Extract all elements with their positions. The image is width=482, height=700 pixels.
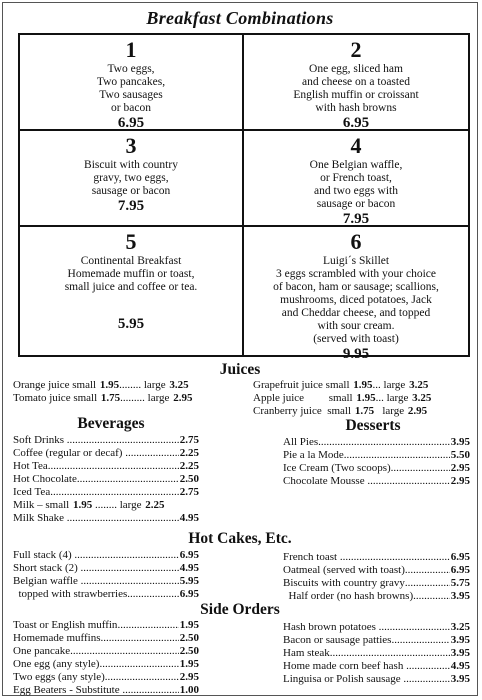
combo-number: 5 <box>125 229 137 254</box>
item-price: 6.95 <box>179 549 199 561</box>
menu-item <box>283 564 470 577</box>
beverages-heading: Beverages <box>77 415 145 432</box>
item-price: 1.00 <box>179 684 199 696</box>
item-price: 2.50 <box>179 473 199 485</box>
leader-dots <box>99 658 178 671</box>
combo-number: 1 <box>125 37 137 62</box>
item-price: 2.50 <box>179 632 199 644</box>
menu-page <box>2 2 478 696</box>
menu-item <box>283 647 470 660</box>
menu-item <box>13 684 199 697</box>
item-price: 2.75 <box>179 486 199 498</box>
item-price: 2.25 <box>179 460 199 472</box>
leader-dots <box>81 575 179 588</box>
menu-item <box>13 512 199 525</box>
combo-price: 6.95 <box>117 115 145 131</box>
item-name: Oatmeal (served with toast) <box>283 564 405 576</box>
item-price: 4.95 <box>179 562 199 574</box>
menu-item <box>13 447 199 460</box>
leader-dots <box>391 634 449 647</box>
combo-6 <box>244 227 468 362</box>
item-price: 5.50 <box>450 449 470 461</box>
item-name: Belgian waffle <box>13 575 81 587</box>
item-name: Full stack (4) <box>13 549 75 561</box>
item-name: Two eggs (any style) <box>13 671 105 683</box>
item-name: All Pies <box>283 436 319 448</box>
leader-dots <box>122 684 178 697</box>
menu-item <box>283 660 470 673</box>
combo-3 <box>20 131 244 227</box>
item-price: 2.50 <box>179 645 199 657</box>
item-name: French toast <box>283 551 340 563</box>
item-price: 6.95 <box>179 588 199 600</box>
menu-item <box>13 486 199 499</box>
juice-large-price: 2.95 <box>173 392 193 404</box>
item-name: Half order (no hash browns) <box>283 590 414 602</box>
combo-description: Two eggs, Two pancakes, Two sausages or bacon <box>96 63 166 114</box>
item-price: 3.95 <box>450 590 470 602</box>
leader-dots <box>403 673 449 686</box>
item-price: 2.25 <box>145 499 165 511</box>
item-name: Short stack (2) <box>13 562 81 574</box>
combo-number: 4 <box>350 133 362 158</box>
juice-small-price: 1.95 <box>99 379 120 391</box>
leader-dots <box>70 645 179 658</box>
item-name: Hot Chocolate <box>13 473 77 485</box>
menu-item <box>13 434 199 447</box>
combo-description: Luigi´s Skillet 3 eggs scrambled with your choice of bacon, ham or sausage; scallions, mushrooms, diced potatoes, Jack and Cheddar cheese, and topped with sour cream. (served with toast) <box>273 255 439 345</box>
combo-price: 9.95 <box>342 346 370 362</box>
item-name: Toast or English muffin <box>13 619 118 631</box>
hot-cakes-heading: Hot Cakes, Etc. <box>188 530 292 547</box>
item-price: 3.95 <box>450 436 470 448</box>
menu-item <box>13 658 199 671</box>
menu-item <box>283 621 470 634</box>
item-price: 2.95 <box>450 462 470 474</box>
juice-small-price: 1.95 <box>353 379 373 391</box>
item-price: 1.95 <box>179 658 199 670</box>
item-name: One pancake <box>13 645 71 657</box>
item-price: 2.95 <box>179 671 199 683</box>
juice-large-price: 3.25 <box>409 379 429 391</box>
item-price: 2.75 <box>179 434 199 446</box>
juice-small-price: 1.75 <box>354 405 375 417</box>
juice-mid: large <box>374 405 407 417</box>
item-name: Ham steak <box>283 647 330 659</box>
menu-item <box>283 462 470 475</box>
item-price: 6.95 <box>450 564 470 576</box>
desserts-heading: Desserts <box>345 417 401 434</box>
breakfast-combinations-grid <box>18 33 470 362</box>
menu-item <box>13 562 199 575</box>
juice-name: Tomato juice small <box>13 392 100 404</box>
leader-dots <box>67 512 179 525</box>
item-price: 5.95 <box>179 575 199 587</box>
juice-row <box>253 379 473 392</box>
juice-large-price: 3.25 <box>412 392 432 404</box>
item-price: 1.95 <box>179 619 199 631</box>
item-price: 3.95 <box>450 673 470 685</box>
leader-dots <box>318 436 450 449</box>
menu-item <box>13 588 199 601</box>
juice-small-price: 1.75 <box>100 392 121 404</box>
leader-dots <box>125 447 179 460</box>
item-price: 4.95 <box>450 660 470 672</box>
combo-number: 3 <box>125 133 137 158</box>
menu-item <box>13 549 199 562</box>
juice-row <box>13 392 233 405</box>
item-name: Home made corn beef hash <box>283 660 407 672</box>
menu-item <box>283 577 470 590</box>
leader-dots <box>105 671 179 684</box>
menu-item <box>13 499 199 512</box>
juice-name: Apple juice small <box>253 392 356 404</box>
item-name: Bacon or sausage patties <box>283 634 392 646</box>
combo-price: 7.95 <box>342 211 370 227</box>
combo-price: 5.95 <box>117 316 145 332</box>
leader-dots <box>100 632 178 645</box>
leader-dots <box>344 449 450 462</box>
menu-item <box>283 449 470 462</box>
leader-dots <box>405 564 450 577</box>
leader-dots <box>127 588 179 601</box>
leader-dots <box>406 660 450 673</box>
item-name: Homemade muffins <box>13 632 101 644</box>
menu-item <box>13 619 199 632</box>
juice-large-price: 2.95 <box>407 405 428 417</box>
juice-mid: ......... large <box>120 392 173 404</box>
combo-number: 6 <box>350 229 362 254</box>
side-orders-heading: Side Orders <box>200 601 280 618</box>
leader-dots <box>340 551 450 564</box>
item-name: Chocolate Mousse <box>283 475 368 487</box>
leader-dots <box>74 549 178 562</box>
leader-dots <box>67 434 179 447</box>
menu-item <box>13 645 199 658</box>
juices-heading: Juices <box>219 361 261 378</box>
leader-dots <box>50 486 179 499</box>
menu-item <box>13 671 199 684</box>
item-mid: ........ large <box>92 499 145 511</box>
leader-dots <box>117 619 178 632</box>
menu-item <box>13 575 199 588</box>
item-name: Egg Beaters - Substitute <box>13 684 123 696</box>
combo-description: Continental Breakfast Homemade muffin or toast, small juice and coffee or tea. <box>64 255 198 293</box>
combo-1 <box>20 35 244 131</box>
leader-dots <box>77 473 179 486</box>
item-price: 3.95 <box>450 634 470 646</box>
item-price: 2.95 <box>450 475 470 487</box>
menu-item <box>283 634 470 647</box>
combo-price: 7.95 <box>117 198 145 214</box>
juice-small-price: 1.95 <box>356 392 376 404</box>
item-name: Milk Shake <box>13 512 67 524</box>
menu-item <box>283 475 470 488</box>
leader-dots <box>48 460 179 473</box>
combo-price: 6.95 <box>342 115 370 131</box>
leader-dots <box>330 647 450 660</box>
item-name: Milk – small <box>13 499 72 511</box>
combo-description: One Belgian waffle, or French toast, and two eggs with sausage or bacon <box>309 159 403 210</box>
juice-mid: ........ large <box>119 379 169 391</box>
menu-item <box>13 460 199 473</box>
combo-description: Biscuit with country gravy, two eggs, sausage or bacon <box>84 159 178 197</box>
item-name: Coffee (regular or decaf) <box>13 447 126 459</box>
item-name: Hash brown potatoes <box>283 621 379 633</box>
leader-dots <box>81 562 179 575</box>
juice-mid: ... large <box>372 379 409 391</box>
leader-dots <box>391 462 450 475</box>
juice-large-price: 3.25 <box>169 379 189 391</box>
item-name: Biscuits with country gravy <box>283 577 405 589</box>
juice-row <box>253 392 473 405</box>
item-name: Pie a la Mode <box>283 449 344 461</box>
juice-name: Orange juice small <box>13 379 99 391</box>
item-price: 4.95 <box>179 512 199 524</box>
item-name: Soft Drinks <box>13 434 67 446</box>
menu-item <box>283 436 470 449</box>
leader-dots <box>405 577 450 590</box>
juice-row <box>13 379 233 392</box>
combo-number: 2 <box>350 37 362 62</box>
combo-4 <box>244 131 468 227</box>
juice-name: Cranberry juice small <box>253 405 354 417</box>
menu-item <box>283 673 470 686</box>
item-name: Iced Tea <box>13 486 51 498</box>
item-name: One egg (any style) <box>13 658 100 670</box>
menu-item <box>13 473 199 486</box>
combo-5 <box>20 227 244 355</box>
combo-2 <box>244 35 468 131</box>
item-price: 6.95 <box>450 551 470 563</box>
item-price: 3.25 <box>450 621 470 633</box>
leader-dots <box>367 475 449 488</box>
item-name: Ice Cream (Two scoops) <box>283 462 391 474</box>
menu-item <box>13 632 199 645</box>
juice-mid: ... large <box>375 392 412 404</box>
combo-description: One egg, sliced ham and cheese on a toasted English muffin or croissant with hash browns <box>293 63 419 114</box>
item-name: Hot Tea <box>13 460 48 472</box>
item-price: 5.75 <box>450 577 470 589</box>
menu-item <box>283 551 470 564</box>
item-small-price: 1.95 <box>72 499 93 511</box>
leader-dots <box>379 621 450 634</box>
page-title: Breakfast Combinations <box>146 8 334 28</box>
item-name: Linguisa or Polish sausage <box>283 673 404 685</box>
juice-name: Grapefruit juice small <box>253 379 353 391</box>
item-price: 2.25 <box>179 447 199 459</box>
item-name: topped with strawberries <box>13 588 128 600</box>
item-price: 3.95 <box>450 647 470 659</box>
